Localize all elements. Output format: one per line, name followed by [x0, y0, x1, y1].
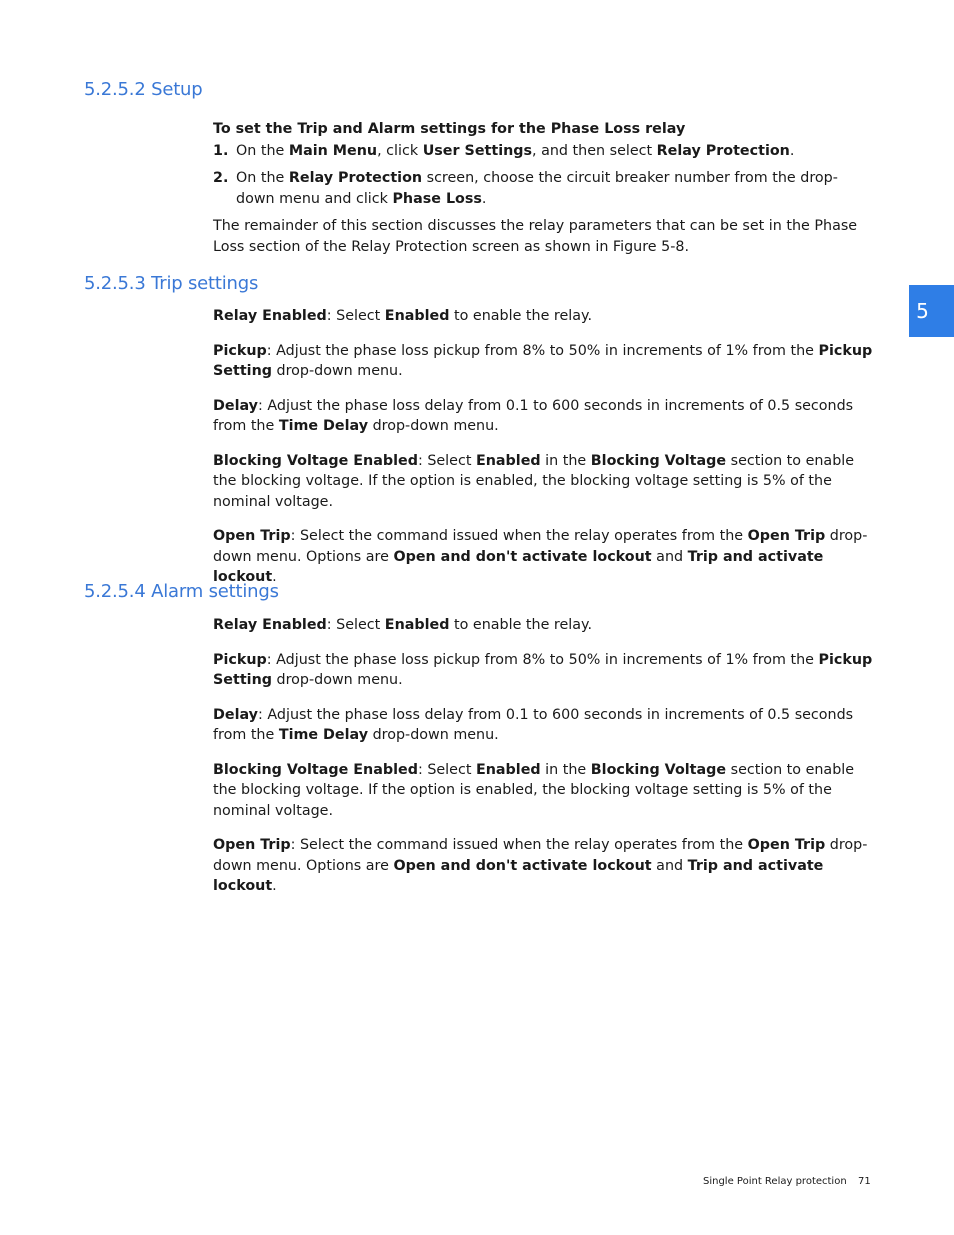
page-number: 71	[858, 1176, 871, 1187]
step-2: 2. On the Relay Protection screen, choose the circuit breaker number from the drop-down menu and click Phase Loss.	[213, 170, 838, 207]
section-heading-trip: 5.2.5.3 Trip settings	[84, 273, 259, 294]
trip-pickup: Pickup: Adjust the phase loss pickup from 8% to 50% in increments of 1% from the Pickup Setting drop-down menu.	[213, 342, 873, 379]
chapter-number: 5	[916, 299, 929, 323]
section-heading-alarm: 5.2.5.4 Alarm settings	[84, 581, 279, 602]
alarm-relay-enabled: Relay Enabled: Select Enabled to enable the relay.	[213, 617, 592, 633]
setup-remainder-paragraph: The remainder of this section discusses the relay parameters that can be set in the Phase Loss section of the Relay Protection screen as shown in Figure 5-8.	[213, 218, 858, 255]
alarm-open-trip: Open Trip: Select the command issued when the relay operates from the Open Trip drop-down menu. Options are Open and don't activate lockout and Trip and activate lockout.	[213, 837, 868, 894]
trip-open-trip: Open Trip: Select the command issued when the relay operates from the Open Trip drop-down menu. Options are Open and don't activate lockout and Trip and activate lockout.	[213, 528, 868, 585]
trip-delay: Delay: Adjust the phase loss delay from 0.1 to 600 seconds in increments of 0.5 seconds from the Time Delay drop-down menu.	[213, 397, 854, 434]
step-number: 2.	[213, 170, 229, 186]
alarm-block	[213, 615, 873, 897]
step-number: 1.	[213, 142, 229, 159]
trip-relay-enabled: Relay Enabled: Select Enabled to enable the relay.	[213, 308, 592, 324]
section-heading-setup: 5.2.5.2 Setup	[84, 79, 203, 100]
footer-title: Single Point Relay protection	[703, 1176, 847, 1187]
alarm-blocking-voltage: Blocking Voltage Enabled: Select Enabled in the Blocking Voltage section to enable the blocking voltage. If the option is enabled, the blocking voltage setting is 5% of the nominal voltage.	[213, 761, 855, 819]
setup-block	[213, 119, 873, 257]
alarm-pickup: Pickup: Adjust the phase loss pickup from 8% to 50% in increments of 1% from the Pickup Setting drop-down menu.	[213, 651, 873, 688]
procedure-title: To set the Trip and Alarm settings for the Phase Loss relay	[213, 121, 686, 137]
step-1: 1. On the Main Menu, click User Settings, and then select Relay Protection.	[213, 141, 873, 162]
alarm-delay: Delay: Adjust the phase loss delay from 0.1 to 600 seconds in increments of 0.5 seconds from the Time Delay drop-down menu.	[213, 706, 854, 743]
trip-block	[213, 306, 873, 588]
trip-blocking-voltage: Blocking Voltage Enabled: Select Enabled in the Blocking Voltage section to enable the blocking voltage. If the option is enabled, the blocking voltage setting is 5% of the nominal voltage.	[213, 452, 855, 510]
chapter-tab	[909, 285, 954, 337]
